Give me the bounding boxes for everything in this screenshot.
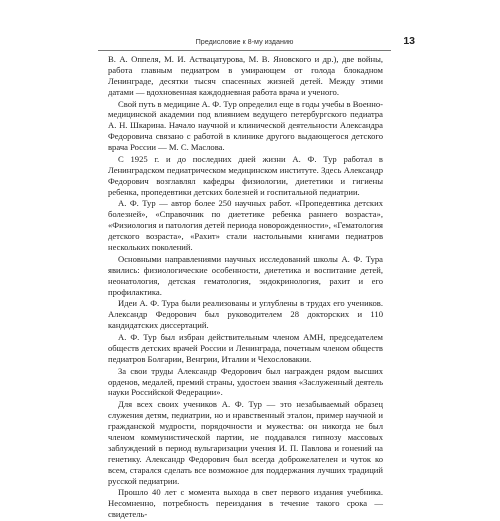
paragraph: А. Ф. Тур был избран действительным членом АМН, председателем обществ детских врачей России и Ленинграда, почетным членом обществ педиатров Болгарии, Венгрии, Италии и Чехословакии. (108, 332, 383, 364)
paragraph: В. А. Оппеля, М. И. Аствацатурова, М. В. Яновского и др.), две войны, работа главным педиатром в умирающем от голода блокадном Ленинграде, десятки тысяч спасенных жизней детей. Между этими датами — вдохновенная каждодневная работа врача и ученого. (108, 54, 383, 97)
page-number: 13 (403, 35, 415, 47)
running-title: Предисловие к 8-му изданию (195, 37, 294, 46)
paragraph: А. Ф. Тур — автор более 250 научных работ. «Пропедевтика детских болезней», «Справочник по диететике ребенка раннего возраста», «Физиология и патология детей периода новорожденности», «Гематология детского возраста», «Рахит» стали настольными книгами педиатров нескольких поколений. (108, 198, 383, 253)
running-header (98, 35, 415, 51)
paragraph: Идеи А. Ф. Тура были реализованы и углублены в трудах его учеников. Александр Федорович был руководителем 28 докторских и 110 кандидатских диссертаций. (108, 298, 383, 331)
paragraph: Свой путь в медицине А. Ф. Тур определил еще в годы учебы в Военно-медицинской академии под влиянием ведущего петербургского педиатра А. Н. Шкарина. Начало научной и клинической деятельности Александра Федоровича связано с работой в клинике другого выдающегося детского врача России — М. С. Маслова. (108, 98, 383, 153)
body-text (108, 54, 383, 521)
paragraph: Основными направлениями научных исследований школы А. Ф. Тура явились: физиологические особенности, диететика и воспитание детей, неонатология, детская гематология, эндокринология, рахит и его профилактика. (108, 253, 383, 297)
paragraph: Прошло 40 лет с момента выхода в свет первого издания учебника. Несомненно, потребность переиздания в течение такого срока — свидетель- (108, 487, 383, 520)
paragraph: За свои труды Александр Федорович был награжден рядом высших орденов, медалей, премий страны, удостоен звания «Заслуженный деятель науки Российской Федерации». (108, 365, 383, 398)
paragraph: Для всех своих учеников А. Ф. Тур — это незабываемый образец служения детям, педиатрии, но и нравственный эталон, пример научной и гражданской мудрости, порядочности и мужества: он никогда не был членом коммунистической партии, не поддавался гипнозу массовых заблуждений в период вульгаризации учения И. П. Павлова и гонений на генетику. Александр Федорович был всегда доброжелателен и чуток ко всем, старался сделать все возможное для поддержания лучших традиций русской педиатрии. (108, 399, 383, 486)
paragraph: С 1925 г. и до последних дней жизни А. Ф. Тур работал в Ленинградском педиатрическом медицинском институте. Здесь Александр Федорович возглавлял кафедры физиологии, диететики и гигиены ребенка, пропедевтики детских болезней и госпитальной педиатрии. (108, 153, 383, 197)
